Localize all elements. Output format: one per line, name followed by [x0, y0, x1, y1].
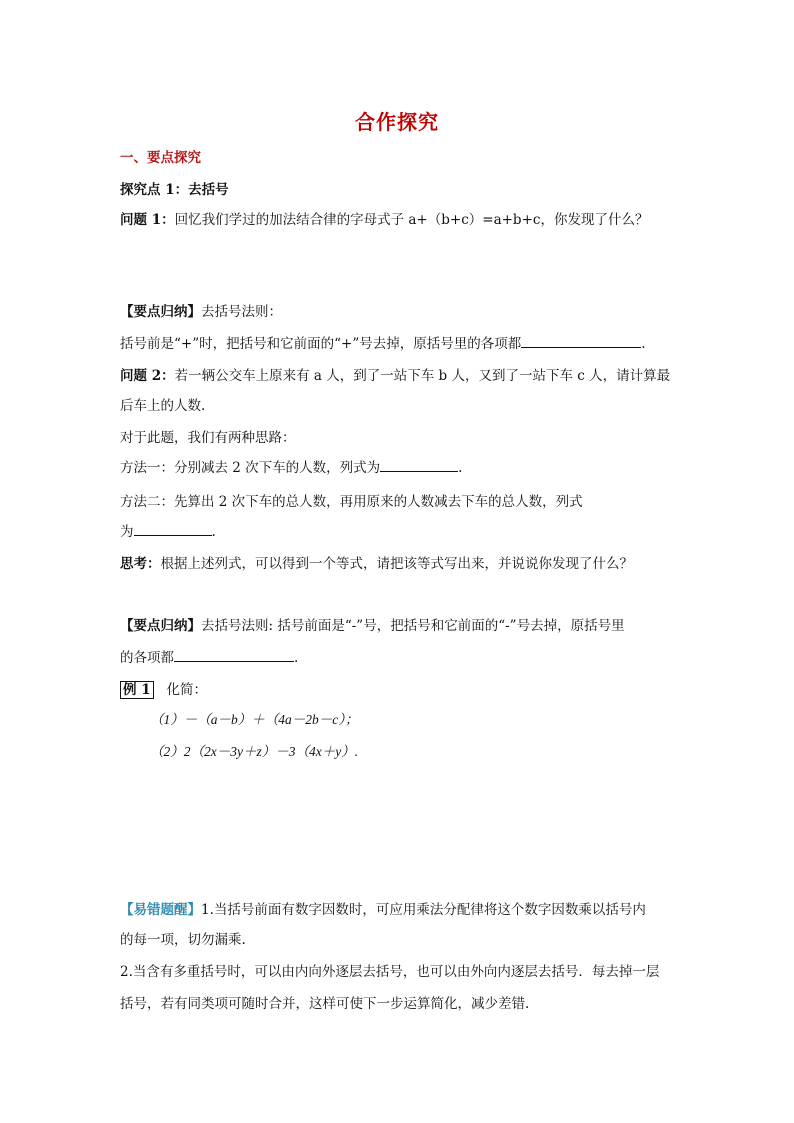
summary-2-text: 去括号法则: 括号前面是“-”号，把括号和它前面的“-”号去掉，原括号里 [201, 618, 625, 634]
summary-2-line-2 [120, 646, 298, 666]
tip-label: 【易错题醒】 [120, 902, 201, 918]
method-1 [120, 456, 462, 476]
question-1-text: 回忆我们学过的加法结合律的字母式子 a+（b+c）=a+b+c，你发现了什么？ [174, 212, 649, 228]
question-2 [120, 364, 670, 384]
section-heading: 一、要点探究 [120, 150, 201, 166]
answer-blank[interactable] [134, 523, 212, 536]
summary-2-line-1 [120, 614, 625, 634]
rule-1 [120, 332, 646, 352]
answer-blank[interactable] [380, 459, 458, 472]
answer-blank[interactable] [521, 335, 641, 348]
example-item-1: （1）－（a－b）＋（4a－2b－c）； [150, 712, 359, 727]
summary-1-label: 【要点归纳】 [120, 304, 201, 320]
explore-point-heading: 探究点 1：去括号 [120, 182, 229, 198]
summary-1-text: 去括号法则： [201, 304, 282, 320]
summary-2-label: 【要点归纳】 [120, 618, 201, 634]
summary-1 [120, 300, 282, 320]
method-1-period: . [458, 460, 463, 476]
answer-blank[interactable] [174, 649, 294, 662]
think-label: 思考： [120, 556, 161, 572]
ideas-text: 对于此题，我们有两种思路： [120, 430, 296, 446]
rule-1-period: . [641, 336, 646, 352]
tip-2-line-2: 括号，若有同类项可随时合并，这样可使下一步运算简化，减少差错. [120, 996, 530, 1012]
think-prompt [120, 552, 633, 572]
tip-2-line-1: 2.当含有多重括号时，可以由内向外逐层去括号，也可以由外向内逐层去括号．每去掉一层 [120, 964, 660, 980]
tip-1-text: 1.当括号前面有数字因数时，可应用乘法分配律将这个数字因数乘以括号内 [201, 902, 646, 918]
tip-1-line-1 [120, 898, 646, 918]
method-2-text: 为 [120, 524, 134, 540]
example-label: 例 1 [120, 681, 154, 699]
question-1 [120, 208, 648, 228]
summary-2-period: . [294, 650, 299, 666]
method-2-period: . [211, 524, 216, 540]
question-2-line-2: 后车上的人数. [120, 398, 206, 414]
question-2-label: 问题 2： [120, 368, 175, 384]
question-1-label: 问题 1： [120, 212, 175, 228]
think-text: 根据上述列式，可以得到一个等式，请把该等式写出来，并说说你发现了什么？ [160, 556, 633, 572]
example-text: 化简： [166, 682, 207, 698]
method-2-line-1: 方法二：先算出 2 次下车的总人数，再用原来的人数减去下车的总人数，列式 [120, 494, 583, 510]
tip-1-line-2: 的每一项，切勿漏乘. [120, 932, 246, 948]
example-item-2: （2）2（2x－3y＋z）－3（4x＋y）. [150, 744, 359, 759]
method-2-line-2 [120, 520, 216, 540]
question-2-line-1: 若一辆公交车上原来有 a 人，到了一站下车 b 人，又到了一站下车 c 人，请计算最 [174, 368, 671, 384]
method-1-text: 方法一：分别减去 2 次下车的人数，列式为 [120, 460, 381, 476]
summary-2-line-2-text: 的各项都 [120, 650, 174, 666]
page-title: 合作探究 [355, 110, 439, 134]
example-1 [120, 678, 207, 698]
rule-1-text: 括号前是“+”时，把括号和它前面的“+”号去掉，原括号里的各项都 [120, 336, 522, 352]
